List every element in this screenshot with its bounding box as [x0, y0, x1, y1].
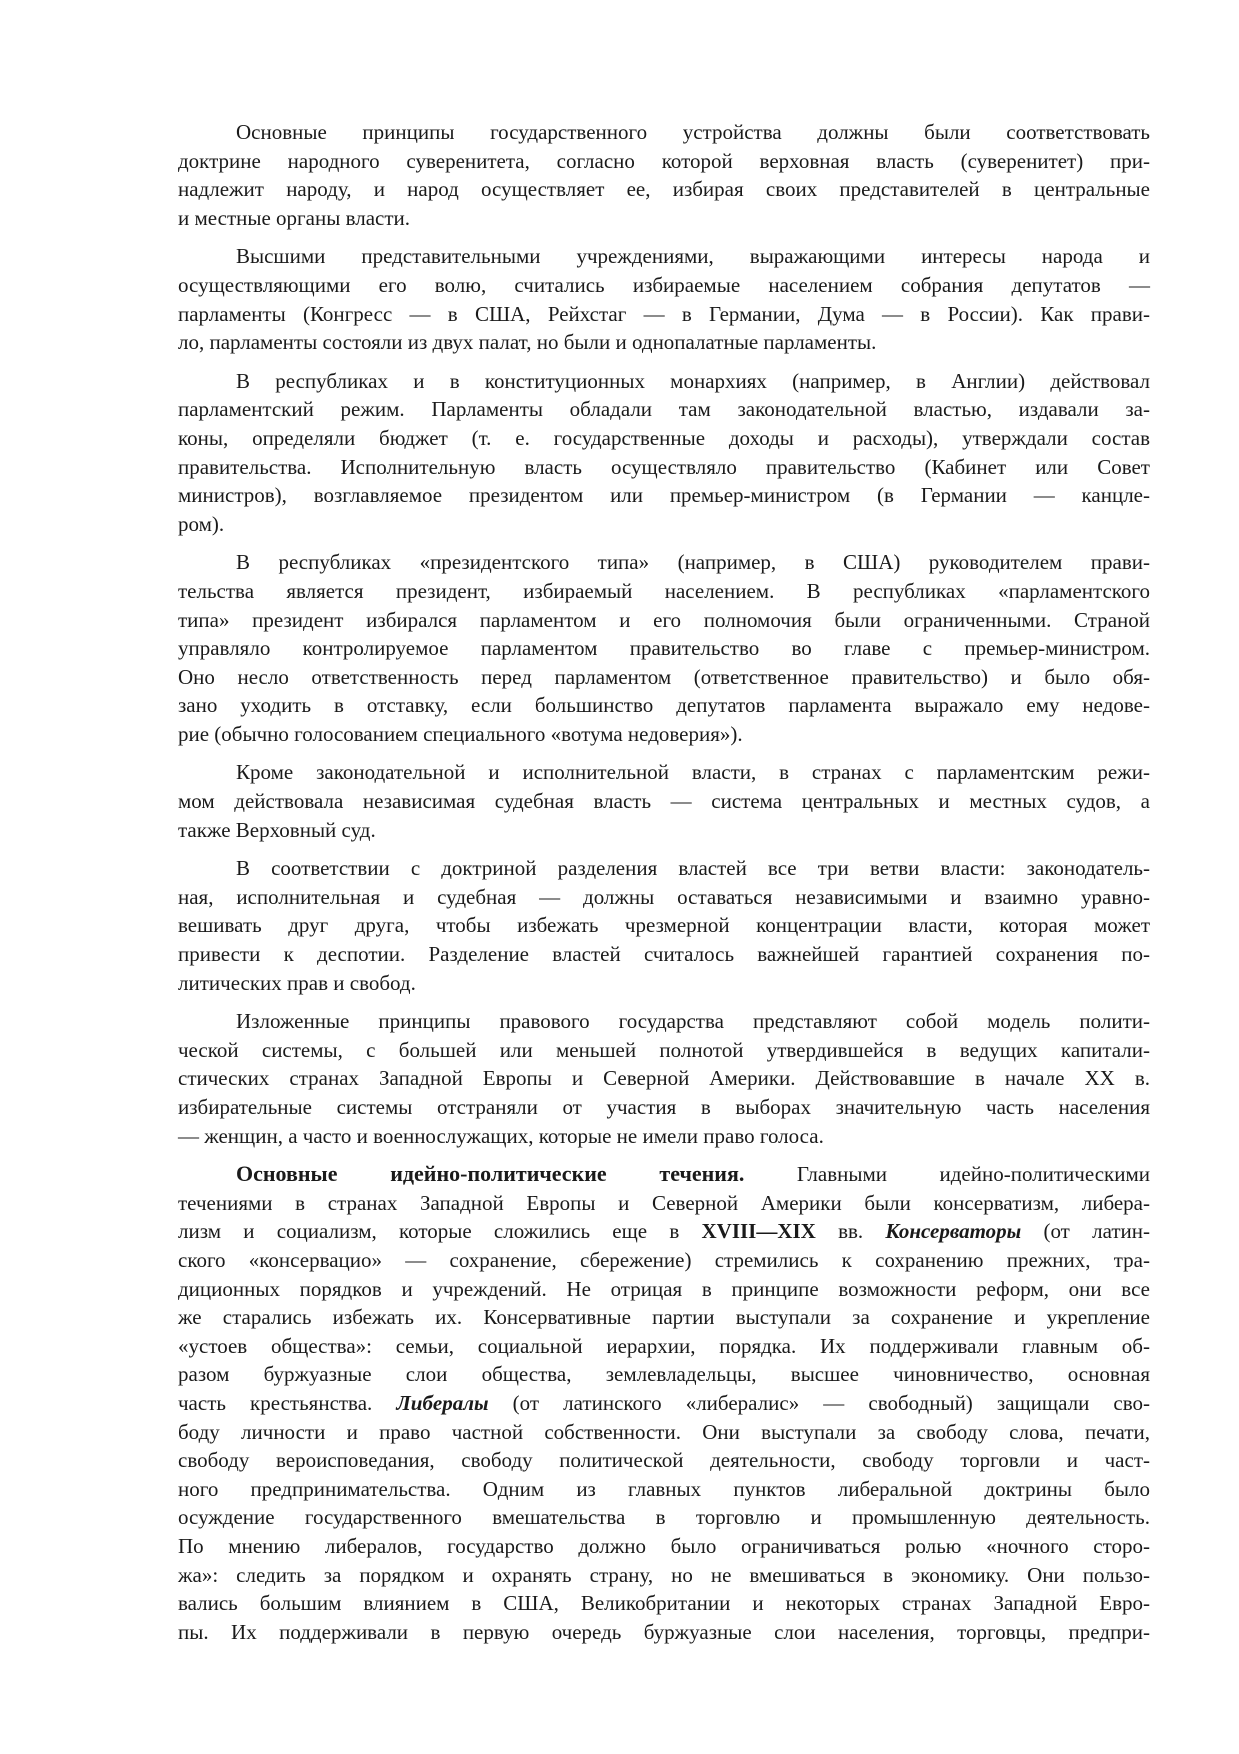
text-line: рие (обычно голосованием специального «вотума недоверия»).	[178, 721, 743, 746]
text-line: В соответствии с доктриной разделения властей все три ветви власти: законодатель-	[236, 856, 1150, 881]
text-line: парламенты (Конгресс — в США, Рейхстаг — в Германии, Дума — в России). Как прави-	[178, 301, 1150, 326]
text-run: (от латинского «либералис» — свободный) защищали сво-	[488, 1390, 1150, 1415]
text-line: привести к деспотии. Разделение властей считалось важнейшей гарантией сохранения по-	[178, 942, 1150, 967]
text-run: лизм и социализм, которые сложились еще в	[178, 1219, 702, 1244]
text-line: Кроме законодательной и исполнительной власти, в странах с парламентским режи-	[236, 760, 1150, 785]
paragraph	[178, 854, 1150, 997]
text-line: ского «консервацио» — сохранение, сбережение) стремились к сохранению прежних, тра-	[178, 1247, 1150, 1272]
text-line: пы. Их поддерживали в первую очередь буржуазные слои населения, торговцы, предпри-	[178, 1619, 1150, 1644]
text-line: — женщин, а часто и военнослужащих, которые не имели право голоса.	[178, 1123, 824, 1148]
emphasis-text: Либералы	[396, 1390, 489, 1415]
text-line: ром).	[178, 511, 225, 536]
text-line: зано уходить в отставку, если большинство депутатов парламента выражало ему недове-	[178, 693, 1150, 718]
text-line: литических прав и свобод.	[178, 970, 416, 995]
text-line: также Верховный суд.	[178, 817, 376, 842]
text-line: «устоев общества»: семьи, социальной иерархии, порядка. Их поддерживали главным об-	[178, 1333, 1150, 1358]
paragraph	[178, 242, 1150, 356]
text-line: ло, парламенты состояли из двух палат, но были и однопалатные парламенты.	[178, 330, 877, 355]
emphasis-text: XVIII—XIX	[701, 1219, 816, 1244]
paragraph	[178, 548, 1150, 748]
text-line: вались большим влиянием в США, Великобритании и некоторых странах Западной Евро-	[178, 1591, 1150, 1616]
text-line: В республиках и в конституционных монархиях (например, в Англии) действовал	[236, 368, 1150, 393]
text-line: Оно несло ответственность перед парламентом (ответственное правительство) и было обя-	[178, 664, 1150, 689]
text-line: стических странах Западной Европы и Северной Америки. Действовавшие в начале XX в.	[178, 1066, 1150, 1091]
text-line: разом буржуазные слои общества, землевладельцы, высшее чиновничество, основная	[178, 1362, 1150, 1387]
text-line: Высшими представительными учреждениями, выражающими интересы народа и	[236, 244, 1150, 269]
text-line: течениями в странах Западной Европы и Северной Америки были консерватизм, либера-	[178, 1190, 1150, 1215]
text-line: осуществляющими его волю, считались избираемые населением собрания депутатов —	[178, 272, 1150, 297]
text-line: В республиках «президентского типа» (например, в США) руководителем прави-	[236, 550, 1150, 575]
paragraph	[178, 118, 1150, 232]
text-line: вешивать друг друга, чтобы избежать чрезмерной концентрации власти, которая может	[178, 913, 1150, 938]
text-line: Изложенные принципы правового государства представляют собой модель полити-	[236, 1009, 1150, 1034]
emphasis-text: Консерваторы	[885, 1219, 1022, 1244]
document-page	[178, 118, 1150, 1656]
text-line: доктрине народного суверенитета, согласно которой верховная власть (суверенитет) при-	[178, 148, 1150, 173]
text-line: правительства. Исполнительную власть осуществляло правительство (Кабинет или Совет	[178, 454, 1150, 479]
text-line	[178, 1389, 1150, 1418]
text-line: коны, определяли бюджет (т. е. государственные доходы и расходы), утверждали состав	[178, 425, 1150, 450]
text-line: министров), возглавляемое президентом или премьер-министром (в Германии — канцле-	[178, 483, 1150, 508]
text-run: Главными идейно-политическими	[744, 1162, 1150, 1187]
text-line: типа» президент избирался парламентом и его полномочия были ограниченными. Страной	[178, 607, 1150, 632]
text-line: надлежит народу, и народ осуществляет ее, избирая своих представителей в центральные	[178, 177, 1150, 202]
text-line: ная, исполнительная и судебная — должны оставаться независимыми и взаимно уравно-	[178, 884, 1150, 909]
text-line: диционных порядков и учреждений. Не отрицая в принципе возможности реформ, они все	[178, 1276, 1150, 1301]
text-line: избирательные системы отстраняли от участия в выборах значительную часть населения	[178, 1095, 1150, 1119]
text-run: вв.	[815, 1219, 886, 1244]
text-line: управляло контролируемое парламентом правительство во главе с премьер-министром.	[178, 636, 1150, 661]
text-line: мом действовала независимая судебная власть — система центральных и местных судов, а	[178, 789, 1150, 814]
text-line: осуждение государственного вмешательства в торговлю и промышленную деятельность.	[178, 1505, 1150, 1530]
paragraph	[178, 758, 1150, 844]
text-line: и местные органы власти.	[178, 205, 410, 230]
text-line: ного предпринимательства. Одним из главных пунктов либеральной доктрины было	[178, 1476, 1150, 1501]
paragraph	[178, 1160, 1150, 1646]
text-run: (от латин-	[1021, 1219, 1150, 1244]
text-line: ческой системы, с большей или меньшей полнотой утвердившейся в ведущих капитали-	[178, 1037, 1150, 1062]
text-line: По мнению либералов, государство должно было ограничиваться ролью «ночного сторо-	[178, 1533, 1150, 1558]
text-line: жа»: следить за порядком и охранять страну, но не вмешиваться в экономику. Они пользо-	[178, 1562, 1150, 1587]
text-line: боду личности и право частной собственности. Они выступали за свободу слова, печати,	[178, 1419, 1150, 1444]
text-line	[178, 1217, 1150, 1246]
section-heading: Основные идейно-политические течения.	[236, 1161, 745, 1187]
text-run: часть крестьянства.	[178, 1390, 397, 1415]
text-line	[178, 1160, 1150, 1189]
paragraph	[178, 1007, 1150, 1150]
text-line: Основные принципы государственного устройства должны были соответствовать	[236, 120, 1150, 144]
text-line: парламентский режим. Парламенты обладали там законодательной властью, издавали за-	[178, 397, 1150, 422]
text-line: тельства является президент, избираемый населением. В республиках «парламентского	[178, 578, 1150, 603]
paragraph	[178, 367, 1150, 539]
text-line: свободу вероисповедания, свободу политической деятельности, свободу торговли и част-	[178, 1448, 1150, 1473]
text-line: же старались избежать их. Консервативные партии выступали за сохранение и укрепление	[178, 1305, 1150, 1330]
